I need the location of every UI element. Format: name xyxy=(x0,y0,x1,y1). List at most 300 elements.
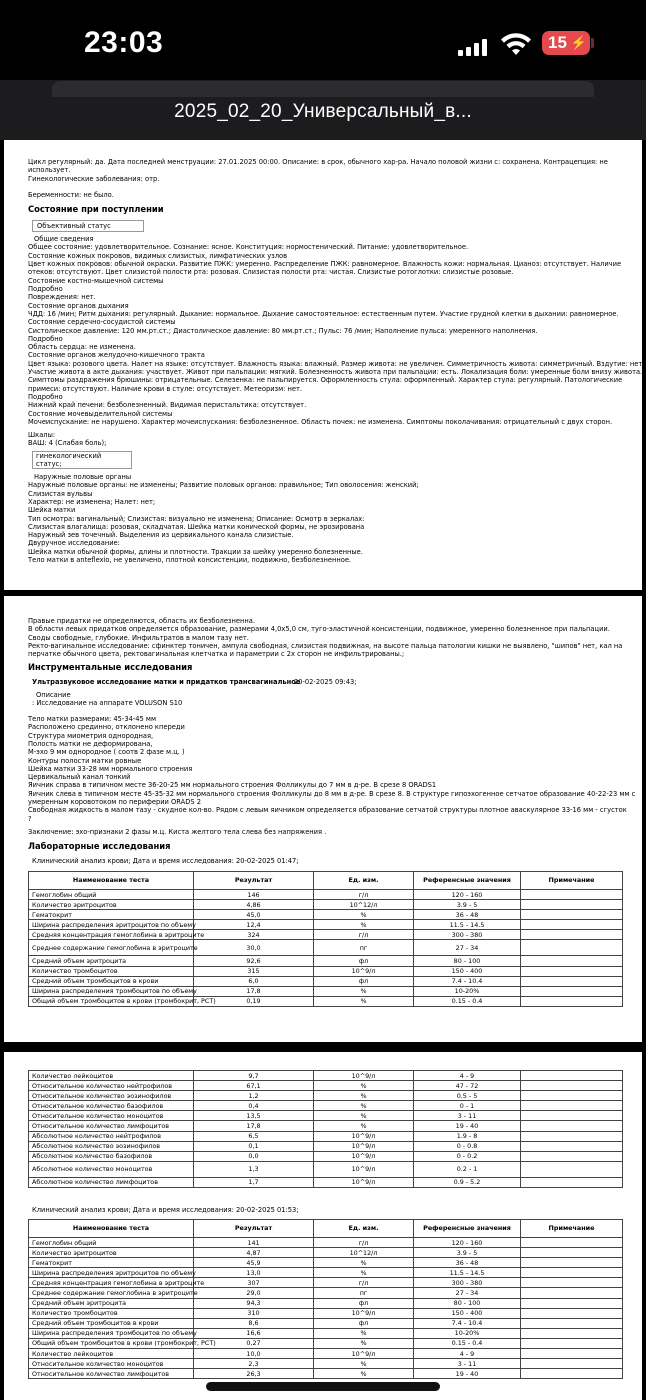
table-cell: 10^12/л xyxy=(314,1248,414,1258)
table-cell xyxy=(521,1177,623,1187)
table-cell: 0 - 1 xyxy=(414,1101,521,1111)
column-header: Референсные значения xyxy=(414,872,521,890)
text-line: Подробно xyxy=(28,393,63,402)
table-cell: Относительное количество нейтрофилов xyxy=(29,1081,194,1091)
table-row xyxy=(29,1248,623,1258)
wifi-icon xyxy=(500,31,532,57)
table-cell: 10-20% xyxy=(414,986,521,996)
text-line: Свободная жидкость в малом тазу - скудное кол-во. Рядом с левым яичником определяется образование сетчатой структуры плотное аваскулярное 33-16 мм - сгусток xyxy=(28,806,627,815)
gyn-box-line: гинекологический xyxy=(36,452,102,460)
table-cell: 300 - 380 xyxy=(414,930,521,940)
table-cell xyxy=(521,1359,623,1369)
table-cell: 45,0 xyxy=(194,910,314,920)
table-cell: % xyxy=(314,1081,414,1091)
table-cell: 4 - 9 xyxy=(414,1349,521,1359)
table-cell: Абсолютное количество эозинофилов xyxy=(29,1141,194,1151)
lab-results-table xyxy=(28,1070,623,1188)
table-cell: Абсолютное количество нейтрофилов xyxy=(29,1131,194,1141)
table-row xyxy=(29,1268,623,1278)
text-line: Состояние костно-мышечной системы xyxy=(28,276,164,285)
column-header: Наименование теста xyxy=(29,872,194,890)
text-line: отеков: отсутствуют. Цвет слизистой полости рта: розовая. Слизистая полости рта: чистая. Слизистые ротоглотки: слизистые розовые. xyxy=(28,268,514,277)
text-line: ВАШ: 4 (Слабая боль); xyxy=(28,439,107,447)
battery-icon xyxy=(542,31,590,55)
table-cell: 0,4 xyxy=(194,1101,314,1111)
text-line: Шейка матки 33-28 мм нормального строения xyxy=(28,764,193,773)
table-cell: 307 xyxy=(194,1278,314,1288)
table-row xyxy=(29,1369,623,1379)
table-row xyxy=(29,1258,623,1268)
lab-caption: Клинический анализ крови; Дата и время исследования: 20-02-2025 01:53; xyxy=(32,1206,299,1214)
table-cell: Гемоглобин общий xyxy=(29,1238,194,1248)
table-cell: Количество тромбоцитов xyxy=(29,966,194,976)
table-header-row xyxy=(29,1220,623,1238)
table-cell: 19 - 40 xyxy=(414,1369,521,1379)
table-cell xyxy=(521,910,623,920)
table-cell: Относительное количество базофилов xyxy=(29,1101,194,1111)
table-cell: 6,0 xyxy=(194,976,314,986)
table-cell: Ширина распределения тромбоцитов по объему xyxy=(29,986,194,996)
text-line: Цвет языка: розового цвета. Налет на языке: отсутствует. Влажность языка: влажный. Размер живота: не увеличен. Симметричность живота: симметричный. Вздутие: нет. xyxy=(28,359,645,368)
table-cell: 3 - 11 xyxy=(414,1359,521,1369)
status-time: 23:03 xyxy=(84,26,164,59)
text-line: Состояние сердечно-сосудистой системы xyxy=(28,318,176,327)
table-cell: 4,87 xyxy=(194,1248,314,1258)
text-line: Состояние органов дыхания xyxy=(28,301,129,310)
objective-status-button[interactable]: Объективный статус xyxy=(32,220,144,232)
table-cell: Средний объем эритроцита xyxy=(29,956,194,966)
table-cell: 12,4 xyxy=(194,920,314,930)
table-cell xyxy=(521,1151,623,1161)
column-header: Примечание xyxy=(521,1220,623,1238)
text-line: Систолическое давление: 120 мм.рт.ст.; Диастолическое давление: 80 мм.рт.ст.; Пульс: 76 /мин; Наполнение пульса: умеренного наполнения. xyxy=(28,326,538,335)
text-line: Подробно xyxy=(28,334,63,343)
table-cell: пг xyxy=(314,1288,414,1298)
table-cell: фл xyxy=(314,1318,414,1328)
table-cell xyxy=(521,1161,623,1177)
table-cell xyxy=(521,1349,623,1359)
table-cell: 10^9/л xyxy=(314,1349,414,1359)
table-cell xyxy=(521,1238,623,1248)
text-line: ? xyxy=(28,814,32,823)
table-cell: 0.9 - 5.2 xyxy=(414,1177,521,1187)
table-cell: 4,86 xyxy=(194,900,314,910)
table-cell xyxy=(521,1258,623,1268)
table-row xyxy=(29,1071,623,1081)
table-row xyxy=(29,986,623,996)
text-line: Ректо-вагинальное исследование: сфинктер тоничен, ампула свободная, слизистая подвижная, на высоте пальца патологии кишки не выявлено, "шипов" нет, кал на xyxy=(28,641,623,650)
table-cell: 1,2 xyxy=(194,1091,314,1101)
table-row xyxy=(29,1328,623,1338)
table-cell: 11.5 - 14.5 xyxy=(414,920,521,930)
table-cell: 80 - 100 xyxy=(414,1298,521,1308)
table-cell: 27 - 34 xyxy=(414,940,521,956)
table-cell: 36 - 48 xyxy=(414,910,521,920)
table-cell: фл xyxy=(314,976,414,986)
table-cell xyxy=(521,1101,623,1111)
table-cell: 7.4 - 10.4 xyxy=(414,1318,521,1328)
text-line: Яичник слева в типичном месте 45-35-32 мм нормального строения Фолликулы до 8 мм в д-ре. В срезе 8. В структуре гипоэхогенное сетчатое образование 40-22-23 мм с xyxy=(28,789,636,798)
text-line: Цервикальный канал тонкий xyxy=(28,773,131,782)
table-row xyxy=(29,1101,623,1111)
table-cell: % xyxy=(314,1091,414,1101)
text-line: Структура миометрия однородная, xyxy=(28,731,154,740)
table-cell: 19 - 40 xyxy=(414,1121,521,1131)
table-cell xyxy=(521,976,623,986)
table-cell xyxy=(521,1111,623,1121)
table-cell: % xyxy=(314,1121,414,1131)
table-cell: Относительное количество лимфоцитов xyxy=(29,1121,194,1131)
table-cell xyxy=(521,1131,623,1141)
table-cell: Среднее содержание гемоглобина в эритроците xyxy=(29,1288,194,1298)
table-row xyxy=(29,1338,623,1348)
table-cell: 10^12/л xyxy=(314,900,414,910)
text-line: Повреждения: нет. xyxy=(28,293,96,302)
table-row xyxy=(29,1308,623,1318)
table-cell: 10^9/л xyxy=(314,1151,414,1161)
table-cell xyxy=(521,930,623,940)
document-page-3 xyxy=(4,1052,642,1400)
table-cell xyxy=(521,1338,623,1348)
table-cell: 67,1 xyxy=(194,1081,314,1091)
table-row xyxy=(29,910,623,920)
table-cell: 29,0 xyxy=(194,1288,314,1298)
text-line: Гинекологические заболевания: отр. xyxy=(28,174,160,183)
table-cell: 8,6 xyxy=(194,1318,314,1328)
text-line: примеси: отсутствуют. Наличие крови в стуле: отсутствует. Метеоризм: нет. xyxy=(28,384,303,393)
table-cell: 3 - 11 xyxy=(414,1111,521,1121)
column-header: Ед. изм. xyxy=(314,1220,414,1238)
table-row xyxy=(29,940,623,956)
table-cell xyxy=(521,1278,623,1288)
text-line: Подробно xyxy=(28,284,63,293)
table-cell: Относительное количество эозинофилов xyxy=(29,1091,194,1101)
table-row xyxy=(29,966,623,976)
table-cell xyxy=(521,1248,623,1258)
table-header-row xyxy=(29,872,623,890)
text-line: умеренным коровотоком по периферии ORADS 2 xyxy=(28,798,202,806)
table-row xyxy=(29,1177,623,1187)
text-line: Область сердца: не изменена. xyxy=(28,343,136,352)
section-title: Состояние при поступлении xyxy=(28,204,164,214)
table-cell: 27 - 34 xyxy=(414,1288,521,1298)
table-cell: 2,3 xyxy=(194,1359,314,1369)
table-cell: Средний объем тромбоцитов в крови xyxy=(29,1318,194,1328)
table-cell: Гематокрит xyxy=(29,910,194,920)
table-cell: 26,3 xyxy=(194,1369,314,1379)
table-cell: 0.2 - 1 xyxy=(414,1161,521,1177)
text-line: Общие сведения xyxy=(34,235,94,243)
table-cell: Средняя концентрация гемоглобина в эритроците xyxy=(29,930,194,940)
text-line: В области левых придатков определяется образование, размерами 4,0х5,0 см, туго-эластичной консистенции, подвижное, умеренно болезненное при пальпации. xyxy=(28,625,610,634)
text-line: Тело матки в anteflexio, не увеличено, плотной консистенции, подвижно, безболезненное. xyxy=(28,556,352,564)
lab-caption: Клинический анализ крови; Дата и время исследования: 20-02-2025 01:47; xyxy=(32,857,299,865)
table-cell: 94,3 xyxy=(194,1298,314,1308)
table-cell xyxy=(521,940,623,956)
table-cell xyxy=(521,1141,623,1151)
table-cell: Гематокрит xyxy=(29,1258,194,1268)
table-row xyxy=(29,1111,623,1121)
table-cell: 315 xyxy=(194,966,314,976)
text-line: Слизистая вульвы xyxy=(28,489,93,498)
table-cell: 16,6 xyxy=(194,1328,314,1338)
section-title: Лабораторные исследования xyxy=(28,841,171,851)
text-line: Беременности: не было. xyxy=(28,191,114,199)
table-cell: 13,5 xyxy=(194,1111,314,1121)
table-cell xyxy=(521,1328,623,1338)
table-cell: % xyxy=(314,1268,414,1278)
column-header: Референсные значения xyxy=(414,1220,521,1238)
text-line: Цвет кожных покровов: обычной окраски. Развитие ПЖК: умеренно. Распределение ПЖК: равномерное. Влажность кожи: нормальная. Цианоз: отсутствует. Наличие xyxy=(28,259,622,268)
table-cell xyxy=(521,1081,623,1091)
text-line: М-эхо 9 мм однородное ( соотв 2 фазе м.ц. ) xyxy=(28,748,185,757)
table-cell xyxy=(521,986,623,996)
study-date: 20-02-2025 09:43; xyxy=(294,678,357,686)
column-header: Результат xyxy=(194,872,314,890)
text-line: перчатке обычного цвета, ректовагинальная клетчатка и параметрии с 2х сторон не инфильтрированы.; xyxy=(28,650,405,659)
table-cell xyxy=(521,1268,623,1278)
table-cell: 0,0 xyxy=(194,1151,314,1161)
charging-bolt-icon: ⚡ xyxy=(570,35,587,50)
table-cell: г/л xyxy=(314,1278,414,1288)
table-row xyxy=(29,1318,623,1328)
table-cell: % xyxy=(314,996,414,1006)
text-line: Характер: не изменена; Налет: нет; xyxy=(28,497,156,506)
battery-level: 15 xyxy=(548,33,567,52)
table-cell: г/л xyxy=(314,930,414,940)
gynecological-status-box xyxy=(32,451,132,469)
signal-icon xyxy=(458,38,488,56)
table-row xyxy=(29,900,623,910)
table-row xyxy=(29,1131,623,1141)
table-cell: Абсолютное количество лимфоцитов xyxy=(29,1177,194,1187)
text-line: Шейка матки xyxy=(28,506,76,515)
table-cell: 9,7 xyxy=(194,1071,314,1081)
table-cell: 120 - 160 xyxy=(414,890,521,900)
table-cell: 6,5 xyxy=(194,1131,314,1141)
table-cell: 0,1 xyxy=(194,1141,314,1151)
status-bar xyxy=(0,0,646,90)
text-line: Слизистая влагалища: розовая, складчатая. Шейка матки конической формы, не эрозирована xyxy=(28,522,365,531)
table-cell xyxy=(521,956,623,966)
section-title: Инструментальные исследования xyxy=(28,662,193,672)
table-cell: % xyxy=(314,1328,414,1338)
table-cell: % xyxy=(314,1359,414,1369)
table-cell: % xyxy=(314,1101,414,1111)
table-cell: г/л xyxy=(314,1238,414,1248)
table-row xyxy=(29,1359,623,1369)
text-line: Правые придатки не определяются, область их безболезненна. xyxy=(28,617,255,625)
document-title[interactable]: 2025_02_20_Универсальный_в... xyxy=(174,101,472,122)
table-cell: фл xyxy=(314,956,414,966)
gyn-box-line: статус; xyxy=(36,460,62,468)
text-line: Симптомы раздражения брюшины: отрицательные. Селезенка: не пальпируется. Оформленность стула: оформленный. Характер стула: регулярный. Патологические xyxy=(28,376,623,385)
text-line: Полость матки не деформирована, xyxy=(28,739,153,748)
text-line: ЧДД: 16 /мин; Ритм дыхания: регулярный. Дыхание: нормальное. Дыхание самостоятельное: естественным путем. Участие грудной клетки в дыхании: равномерное. xyxy=(28,309,619,318)
table-cell: Относительное количество лимфоцитов xyxy=(29,1369,194,1379)
table-row xyxy=(29,1091,623,1101)
text-line: Наружные половые органы xyxy=(34,473,132,481)
table-cell: Абсолютное количество моноцитов xyxy=(29,1161,194,1177)
table-row xyxy=(29,1141,623,1151)
table-cell: Количество эритроцитов xyxy=(29,1248,194,1258)
table-row xyxy=(29,1349,623,1359)
text-line: Расположено срединно, отклонено кпереди xyxy=(28,723,185,732)
table-cell: 0 - 0.2 xyxy=(414,1151,521,1161)
table-cell xyxy=(521,1318,623,1328)
table-cell: Средний объем эритроцита xyxy=(29,1298,194,1308)
table-cell: г/л xyxy=(314,890,414,900)
table-cell: Относительное количество моноцитов xyxy=(29,1111,194,1121)
lab-results-table xyxy=(28,1219,623,1379)
table-cell: 0.15 - 0.4 xyxy=(414,996,521,1006)
text-line: : Исследование на аппарате VOLUSON S10 xyxy=(32,699,183,707)
table-cell: 10^9/л xyxy=(314,1071,414,1081)
text-line: Участие живота в акте дыхания: участвует. Живот при пальпации: мягкий. Болезненность живота при пальпации: есть. Локализация боли: умеренные боли внизу живота. xyxy=(28,368,643,377)
column-header: Результат xyxy=(194,1220,314,1238)
text-line: Описание xyxy=(36,691,71,699)
text-line: Шейка матки обычной формы, длины и плотности. Тракции за шейку умеренно болезненные. xyxy=(28,547,363,556)
text-line: Состояние органов желудочно-кишечного тракта xyxy=(28,351,205,360)
text-line: использует. xyxy=(28,166,71,175)
table-cell: Количество тромбоцитов xyxy=(29,1308,194,1318)
text-line: Двуручное исследование: xyxy=(28,539,120,548)
table-cell: 1,7 xyxy=(194,1177,314,1187)
text-line: Наружный зев точечный. Выделения из цервикального канала слизистые. xyxy=(28,531,294,540)
table-cell: 146 xyxy=(194,890,314,900)
document-page-1 xyxy=(4,140,645,590)
table-cell: 10^9/л xyxy=(314,1161,414,1177)
table-row xyxy=(29,1151,623,1161)
table-cell: 4 - 9 xyxy=(414,1071,521,1081)
table-cell: 17,8 xyxy=(194,986,314,996)
table-cell: Ширина распределения эритроцитов по объему xyxy=(29,920,194,930)
table-cell: 13,0 xyxy=(194,1268,314,1278)
table-cell: Гемоглобин общий xyxy=(29,890,194,900)
table-cell: 11.5 - 14.5 xyxy=(414,1268,521,1278)
table-cell: 1,3 xyxy=(194,1161,314,1177)
table-cell xyxy=(521,1121,623,1131)
battery-tip xyxy=(591,38,594,48)
table-cell: 150 - 400 xyxy=(414,966,521,976)
table-row xyxy=(29,1298,623,1308)
text-line: Общее состояние: удовлетворительное. Сознание: ясное. Конституция: нормостенический. Питание: удовлетворительное. xyxy=(28,243,469,252)
table-cell: 47 - 72 xyxy=(414,1081,521,1091)
table-cell: 0.15 - 0.4 xyxy=(414,1338,521,1348)
table-cell: Относительное количество моноцитов xyxy=(29,1359,194,1369)
table-cell: 150 - 400 xyxy=(414,1308,521,1318)
table-cell: % xyxy=(314,910,414,920)
table-row xyxy=(29,956,623,966)
table-cell: 1.9 - 8 xyxy=(414,1131,521,1141)
text-line: Яичник справа в типичном месте 36-20-25 мм нормального строения Фолликулы до 7 мм в д-ре. В срезе 8 ORADS1 xyxy=(28,781,437,790)
table-row xyxy=(29,920,623,930)
table-cell: Средний объем тромбоцитов в крови xyxy=(29,976,194,986)
table-cell xyxy=(521,1288,623,1298)
table-cell: Количество лейкоцитов xyxy=(29,1349,194,1359)
table-cell: 92,6 xyxy=(194,956,314,966)
table-row xyxy=(29,976,623,986)
text-line: Контуры полости матки ровные xyxy=(28,756,142,765)
table-cell: 0.5 - 5 xyxy=(414,1091,521,1101)
table-cell: % xyxy=(314,1338,414,1348)
table-cell: 141 xyxy=(194,1238,314,1248)
table-cell: 80 - 100 xyxy=(414,956,521,966)
table-row xyxy=(29,1161,623,1177)
table-cell: 0 - 0.8 xyxy=(414,1141,521,1151)
table-cell: 300 - 380 xyxy=(414,1278,521,1288)
text-line: Состояние мочевыделительной системы xyxy=(28,409,173,418)
table-cell xyxy=(521,1298,623,1308)
conclusion-text: Заключение: эхо-признаки 2 фазы м.ц. Киста желтого тела слева без напряжения . xyxy=(28,828,327,836)
table-cell: 324 xyxy=(194,930,314,940)
text-line: Состояние кожных покровов, видимых слизистых, лимфатических узлов xyxy=(28,251,288,260)
table-row xyxy=(29,1278,623,1288)
table-cell: пг xyxy=(314,940,414,956)
table-cell: 0,19 xyxy=(194,996,314,1006)
table-cell: 30,0 xyxy=(194,940,314,956)
lab-results-table xyxy=(28,871,623,1007)
table-cell xyxy=(521,1071,623,1081)
table-row xyxy=(29,996,623,1006)
table-cell xyxy=(521,1369,623,1379)
column-header: Примечание xyxy=(521,872,623,890)
table-cell: 0,27 xyxy=(194,1338,314,1348)
table-cell: % xyxy=(314,1111,414,1121)
table-cell: 10^9/л xyxy=(314,966,414,976)
table-row xyxy=(29,1121,623,1131)
table-cell: Ширина распределения эритроцитов по объему xyxy=(29,1268,194,1278)
table-cell: % xyxy=(314,920,414,930)
table-cell xyxy=(521,920,623,930)
table-cell: 45,9 xyxy=(194,1258,314,1268)
column-header: Ед. изм. xyxy=(314,872,414,890)
table-cell: 36 - 48 xyxy=(414,1258,521,1268)
table-cell: 3.9 - 5 xyxy=(414,900,521,910)
table-cell: % xyxy=(314,986,414,996)
table-cell: Общий объем тромбоцитов в крови (тромбокрит, PCT) xyxy=(29,996,194,1006)
text-line: Шкалы: xyxy=(28,431,56,439)
table-cell xyxy=(521,1308,623,1318)
table-cell xyxy=(521,996,623,1006)
table-cell: 10,0 xyxy=(194,1349,314,1359)
home-indicator[interactable] xyxy=(206,1382,440,1391)
table-cell xyxy=(521,900,623,910)
text-line: Тип осмотра: вагинальный; Слизистая: визуально не изменена; Описание: Осмотр в зеркалах: xyxy=(28,514,365,523)
text-line: Мочеиспускание: не нарушено. Характер мочеиспускания: безболезненное. Область почек: не изменена. Симптомы поколачивания: отрицательный с двух сторон. xyxy=(28,418,613,427)
text-line: Тело матки размерами: 45-34-45 мм xyxy=(28,715,156,723)
table-row xyxy=(29,930,623,940)
table-cell: % xyxy=(314,1258,414,1268)
table-row xyxy=(29,1238,623,1248)
table-cell: Среднее содержание гемоглобина в эритроците xyxy=(29,940,194,956)
text-line: Своды свободные, глубокие. Инфильтратов в малом тазу нет. xyxy=(28,633,249,642)
table-cell: 120 - 160 xyxy=(414,1238,521,1248)
table-row xyxy=(29,890,623,900)
table-cell: Ширина распределения тромбоцитов по объему xyxy=(29,1328,194,1338)
text-line: Цикл регулярный: да. Дата последней менструации: 27.01.2025 00:00. Описание: в срок, обычного хар-ра. Начало половой жизни с: сохранена. Контрацепция: не xyxy=(28,158,608,166)
text-line: Нижний край печени: безболезненный. Видимая перистальтика: отсутствует. xyxy=(28,401,307,410)
table-cell: % xyxy=(314,1369,414,1379)
table-row xyxy=(29,1081,623,1091)
table-cell: Количество лейкоцитов xyxy=(29,1071,194,1081)
table-cell: 3.9 - 5 xyxy=(414,1248,521,1258)
table-cell: 10^9/л xyxy=(314,1141,414,1151)
header-tab-strip xyxy=(52,81,594,97)
table-cell: Количество эритроцитов xyxy=(29,900,194,910)
table-cell: 10^9/л xyxy=(314,1177,414,1187)
table-cell: 310 xyxy=(194,1308,314,1318)
